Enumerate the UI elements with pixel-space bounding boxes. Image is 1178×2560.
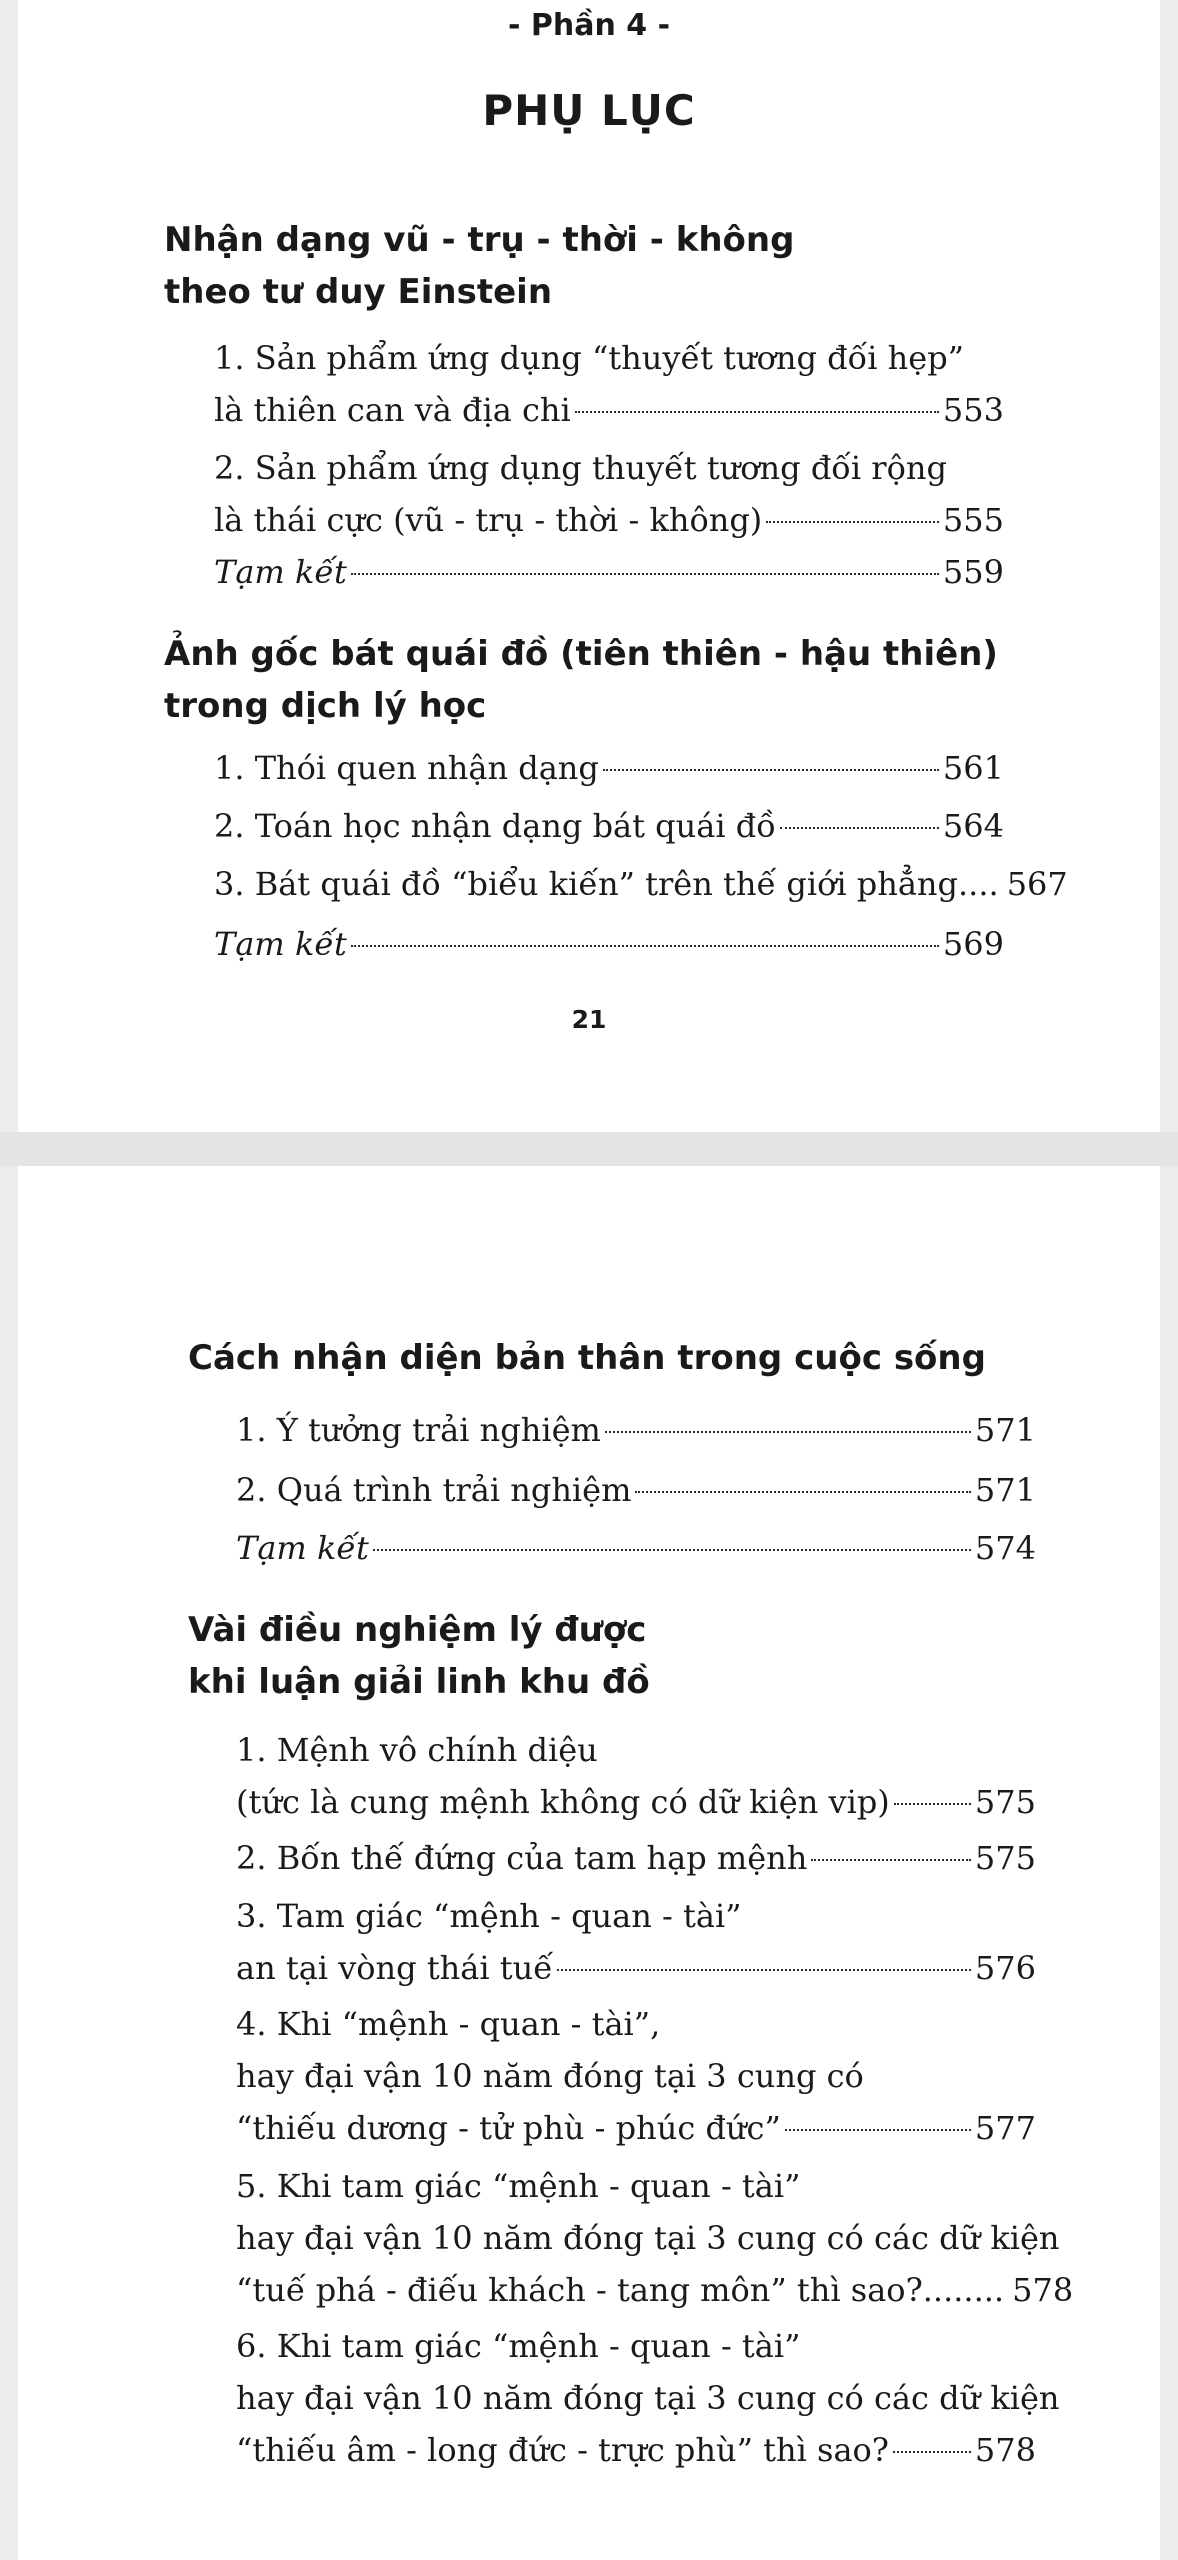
page-ref: 569 bbox=[942, 925, 1004, 963]
toc-entry[interactable]: Tạm kết 559 bbox=[214, 546, 1004, 598]
page-ref: 575 bbox=[974, 1839, 1036, 1877]
section-heading: Vài điều nghiệm lý được khi luận giải linh khu đồ bbox=[188, 1610, 650, 1702]
toc-entry[interactable]: 2. Sản phẩm ứng dụng thuyết tương đối rộng là thái cực (vũ - trụ - thời - không) 555 bbox=[214, 442, 1004, 546]
page-ref: 578 bbox=[1012, 2271, 1074, 2309]
toc-entry[interactable]: 2. Quá trình trải nghiệm 571 bbox=[236, 1464, 1036, 1516]
leader-dots bbox=[766, 521, 939, 523]
toc-entry[interactable]: 4. Khi “mệnh - quan - tài”, hay đại vận 10 năm đóng tại 3 cung có “thiếu dương - tử phù - phúc đức” 577 bbox=[236, 1998, 1036, 2154]
leader-dots bbox=[780, 827, 939, 829]
page-ref: 575 bbox=[974, 1783, 1036, 1821]
page-number: 21 bbox=[571, 1005, 607, 1034]
page-title: PHỤ LỤC bbox=[482, 86, 696, 135]
leader-dots bbox=[605, 1431, 971, 1433]
leader-dots bbox=[785, 2129, 971, 2131]
page-ref: 576 bbox=[974, 1949, 1036, 1987]
toc-entry[interactable]: 3. Bát quái đồ “biểu kiến” trên thế giới phẳng.... 567 bbox=[214, 858, 1004, 910]
toc-entry[interactable]: 2. Toán học nhận dạng bát quái đồ 564 bbox=[214, 800, 1004, 852]
toc-entry[interactable]: 6. Khi tam giác “mệnh - quan - tài” hay đại vận 10 năm đóng tại 3 cung có các dữ kiện “thiếu âm - long đức - trực phù” thì sao? 578 bbox=[236, 2320, 1036, 2476]
leader-dots bbox=[603, 769, 939, 771]
book-page-22 bbox=[18, 1166, 1160, 2560]
page-ref: 571 bbox=[974, 1471, 1036, 1509]
page-ref: 578 bbox=[974, 2431, 1036, 2469]
section-heading: Nhận dạng vũ - trụ - thời - không theo tư duy Einstein bbox=[164, 220, 795, 312]
leader-dots bbox=[575, 411, 939, 413]
toc-entry[interactable]: 5. Khi tam giác “mệnh - quan - tài” hay đại vận 10 năm đóng tại 3 cung có các dữ kiện “tuế phá - điếu khách - tang môn” thì sao?........ 578 bbox=[236, 2160, 1036, 2316]
page-ref: 555 bbox=[942, 501, 1004, 539]
leader-dots bbox=[893, 2451, 971, 2453]
leader-dots bbox=[351, 573, 939, 575]
page-gap bbox=[0, 1132, 1178, 1166]
leader-dots bbox=[635, 1491, 970, 1493]
page-ref: 571 bbox=[974, 1411, 1036, 1449]
leader-dots bbox=[894, 1803, 971, 1805]
book-page-21 bbox=[18, 0, 1160, 1132]
page-ref: 553 bbox=[942, 391, 1004, 429]
section-heading: Ảnh gốc bát quái đồ (tiên thiên - hậu thiên) trong dịch lý học bbox=[164, 634, 998, 726]
page-ref: 577 bbox=[974, 2109, 1036, 2147]
toc-entry[interactable]: 1. Mệnh vô chính diệu (tức là cung mệnh không có dữ kiện vip) 575 bbox=[236, 1724, 1036, 1828]
toc-entry[interactable]: Tạm kết 569 bbox=[214, 918, 1004, 970]
toc-entry[interactable]: 1. Sản phẩm ứng dụng “thuyết tương đối hẹp” là thiên can và địa chi 553 bbox=[214, 332, 1004, 436]
section-heading: Cách nhận diện bản thân trong cuộc sống bbox=[188, 1338, 986, 1378]
page-ref: 567 bbox=[1006, 865, 1068, 903]
toc-entry[interactable]: 1. Ý tưởng trải nghiệm 571 bbox=[236, 1404, 1036, 1456]
leader-dots bbox=[373, 1549, 971, 1551]
page-ref: 564 bbox=[942, 807, 1004, 845]
part-label: - Phần 4 - bbox=[507, 8, 671, 43]
leader-dots bbox=[557, 1969, 971, 1971]
page-ref: 561 bbox=[942, 749, 1004, 787]
leader-dots bbox=[351, 945, 939, 947]
page-ref: 574 bbox=[974, 1529, 1036, 1567]
toc-entry[interactable]: 2. Bốn thế đứng của tam hạp mệnh 575 bbox=[236, 1832, 1036, 1884]
toc-entry[interactable]: 3. Tam giác “mệnh - quan - tài” an tại vòng thái tuế 576 bbox=[236, 1890, 1036, 1994]
page-ref: 559 bbox=[942, 553, 1004, 591]
leader-dots bbox=[811, 1859, 971, 1861]
toc-entry[interactable]: 1. Thói quen nhận dạng 561 bbox=[214, 742, 1004, 794]
toc-entry[interactable]: Tạm kết 574 bbox=[236, 1522, 1036, 1574]
